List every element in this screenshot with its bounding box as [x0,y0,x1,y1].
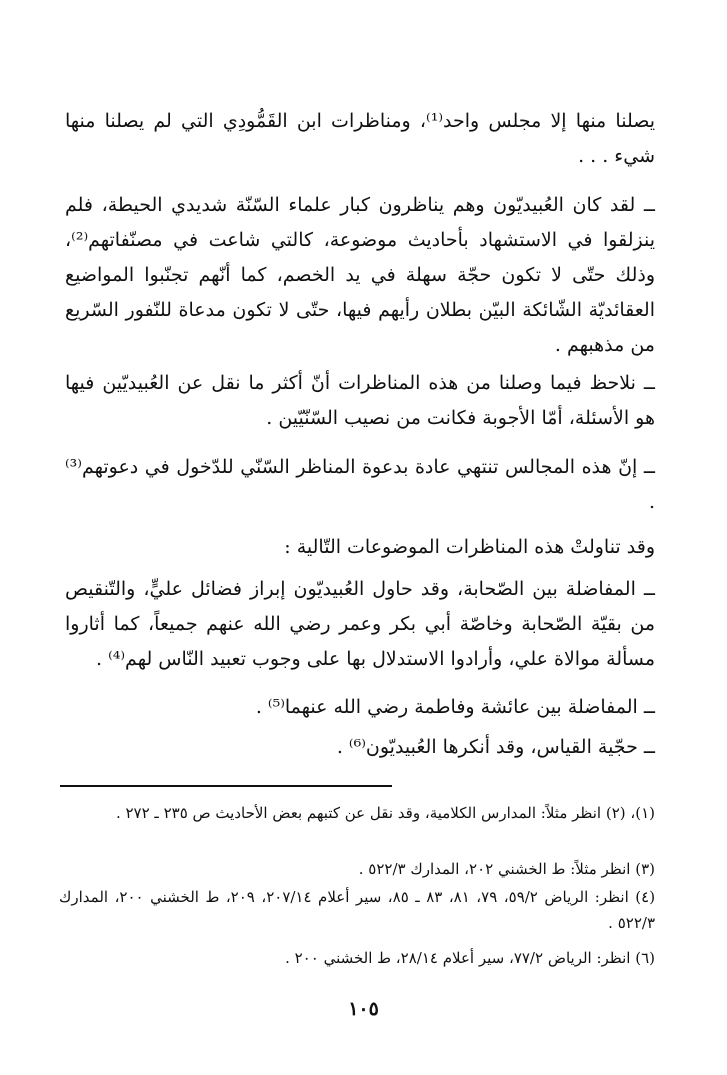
footnote-separator [60,785,392,787]
footnote-3: (٣) انظر مثلاً: ط الخشني ٢٠٢، المدارك ٥٢٢/٣ . [358,860,655,878]
topic-aisha-fatima: ــ المفاضلة بين عائشة وفاطمة رضي الله عنهما⁽⁵⁾ . [255,696,655,718]
page-number: ١٠٥ [348,998,379,1020]
paragraph-questions: ــ نلاحظ فيما وصلنا من هذه المناظرات أنّ أكثر ما نقل عن العُبيديّين فيها هو الأسئلة، أمّا الأجوبة فكانت من نصيب السّنّيّين . [65,372,655,429]
paragraph-invitation: ــ إنّ هذه المجالس تنتهي عادة بدعوة المناظر السّنّي للدّخول في دعوتهم⁽³⁾ . [65,456,655,513]
paragraph-topics-intro: وقد تناولتْ هذه المناظرات الموضوعات التّالية : [284,536,655,558]
topic-companions: ــ المفاضلة بين الصّحابة، وقد حاول العُبيديّون إبراز فضائل عليٍّ، والتّنقيص من بقيّة الصّحابة وخاصّة أبي بكر وعمر رضي الله عنهم جميعاً، كما أثاروا مسألة موالاة علي، وأرادوا الاستدلال بها على وجوب تعبيد النّاس لهم⁽⁴⁾ . [65,578,655,670]
paragraph-precaution: ــ لقد كان العُبيديّون وهم يناظرون كبار علماء السّنّة شديدي الحيطة، فلم ينزلقوا في الاستشهاد بأحاديث موضوعة، كالتي شاعت في مصنّفاتهم⁽²⁾، وذلك حتّى لا تكون حجّة سهلة في يد الخصم، كما أنّهم تجنّبوا المواضيع العقائديّة الشّائكة البيّن بطلان رأيهم فيها، حتّى لا تكون مدعاة للنّفور السّريع من مذهبهم . [65,194,655,356]
topic-qiyas: ــ حجّية القياس، وقد أنكرها العُبيديّون⁽⁶⁾ . [336,736,655,758]
footnote-1-2: (١)، (٢) انظر مثلاً: المدارس الكلامية، وقد نقل عن كتبهم بعض الأحاديث ص ٢٣٥ ـ ٢٧٢ . [115,804,655,822]
footnote-6: (٦) انظر: الرياض ٧٧/٢، سير أعلام ٢٨/١٤، ط الخشني ٢٠٠ . [285,949,655,967]
paragraph-continuation: يصلنا منها إلا مجلس واحد⁽¹⁾، ومناظرات ابن القَمُّودِي التي لم يصلنا منها شيء . . . [65,110,655,167]
footnote-4: (٤) انظر: الرياض ٥٩/٢، ٧٩، ٨١، ٨٣ ـ ٨٥، سير أعلام ٢٠٧/١٤، ٢٠٩، ط الخشني ٢٠٠، المدارك ٥٢٢/٣ . [59,888,656,932]
